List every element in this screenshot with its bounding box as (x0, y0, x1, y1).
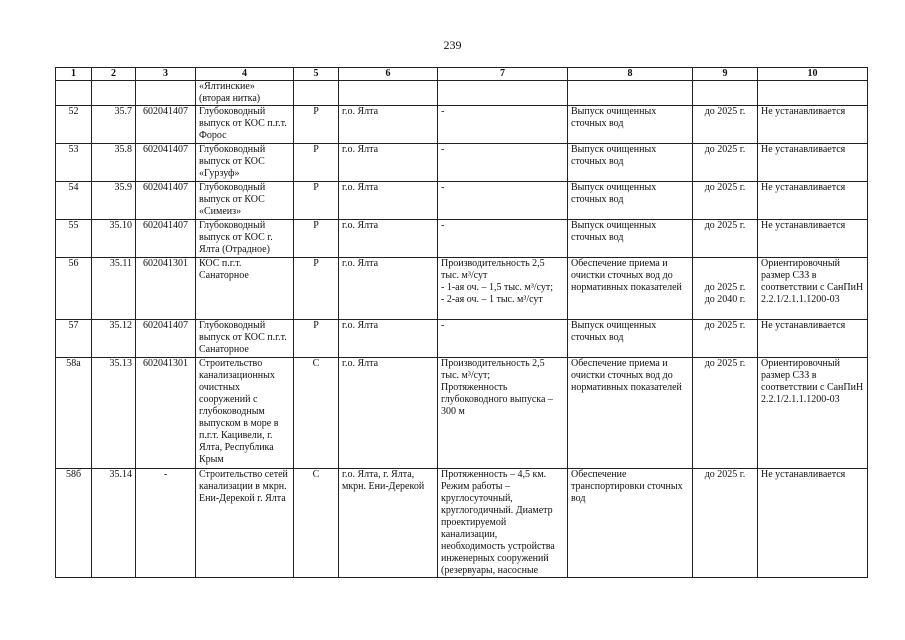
cell-name: КОС п.г.т. Санаторное (196, 258, 294, 320)
cell-purpose: Выпуск очищенных сточных вод (568, 320, 693, 358)
cell-params: - (438, 320, 568, 358)
cell-zone: Не устанавливается (758, 220, 868, 258)
cell-status: Р (294, 258, 339, 320)
cell-code (92, 81, 136, 106)
cell-params: Протяженность – 4,5 км. Режим работы – круглосуточный, круглогодичный. Диаметр проектируемой канализации, необходимость устройства инженерных сооружений (резервуары, насосные (438, 469, 568, 578)
cell-code: 35.11 (92, 258, 136, 320)
cell-purpose: Выпуск очищенных сточных вод (568, 106, 693, 144)
cell-term: до 2025 г. (693, 469, 758, 578)
col-header: 10 (758, 68, 868, 81)
table-row (56, 106, 868, 144)
cell-zone: Не устанавливается (758, 320, 868, 358)
cell-zone (758, 81, 868, 106)
cell-oktmo: 602041301 (136, 258, 196, 320)
cell-purpose: Выпуск очищенных сточных вод (568, 144, 693, 182)
col-header: 2 (92, 68, 136, 81)
cell-oktmo: 602041407 (136, 144, 196, 182)
cell-num: 58б (56, 469, 92, 578)
col-header: 4 (196, 68, 294, 81)
table-row (56, 358, 868, 469)
cell-params (438, 81, 568, 106)
cell-purpose: Выпуск очищенных сточных вод (568, 182, 693, 220)
cell-location: г.о. Ялта (339, 106, 438, 144)
cell-status: Р (294, 182, 339, 220)
col-header: 1 (56, 68, 92, 81)
cell-params: Производительность 2,5 тыс. м³/сут; Протяженность глубоководного выпуска – 300 м (438, 358, 568, 469)
cell-purpose: Обеспечение транспортировки сточных вод (568, 469, 693, 578)
cell-num: 56 (56, 258, 92, 320)
cell-purpose (568, 81, 693, 106)
cell-code: 35.9 (92, 182, 136, 220)
cell-status: С (294, 358, 339, 469)
cell-term: до 2025 г. (693, 358, 758, 469)
cell-code: 35.7 (92, 106, 136, 144)
term-second: до 2040 г. (704, 294, 746, 305)
cell-status (294, 81, 339, 106)
cell-oktmo (136, 81, 196, 106)
table-row (56, 320, 868, 358)
cell-code: 35.13 (92, 358, 136, 469)
cell-purpose: Выпуск очищенных сточных вод (568, 220, 693, 258)
cell-status: Р (294, 220, 339, 258)
cell-term (693, 81, 758, 106)
cell-code: 35.12 (92, 320, 136, 358)
cell-oktmo: 602041407 (136, 106, 196, 144)
cell-zone: Не устанавливается (758, 144, 868, 182)
cell-name: Глубоководный выпуск от КОС п.г.т. Форос (196, 106, 294, 144)
cell-zone: Не устанавливается (758, 469, 868, 578)
cell-params: - (438, 182, 568, 220)
cell-location: г.о. Ялта (339, 144, 438, 182)
term-first: до 2025 г. (704, 282, 746, 293)
cell-num: 53 (56, 144, 92, 182)
cell-num: 58а (56, 358, 92, 469)
page-number: 239 (443, 38, 462, 52)
cell-status: Р (294, 144, 339, 182)
cell-params: Производительность 2,5 тыс. м³/сут - 1-ая оч. – 1,5 тыс. м³/сут; - 2-ая оч. – 1 тыс. м³/сут (438, 258, 568, 320)
cell-location: г.о. Ялта (339, 320, 438, 358)
cell-oktmo: 602041301 (136, 358, 196, 469)
cell-name: Глубоководный выпуск от КОС «Гурзуф» (196, 144, 294, 182)
cell-name: «Ялтинские» (вторая нитка) (196, 81, 294, 106)
cell-code: 35.14 (92, 469, 136, 578)
cell-oktmo: 602041407 (136, 320, 196, 358)
cell-params: - (438, 144, 568, 182)
cell-num: 55 (56, 220, 92, 258)
col-header: 7 (438, 68, 568, 81)
cell-num: 54 (56, 182, 92, 220)
col-header: 8 (568, 68, 693, 81)
header-row (56, 68, 868, 81)
cell-num: 57 (56, 320, 92, 358)
cell-code: 35.10 (92, 220, 136, 258)
cell-term (693, 258, 758, 320)
table-row (56, 81, 868, 106)
table-row (56, 469, 868, 578)
cell-location (339, 81, 438, 106)
cell-term: до 2025 г. (693, 320, 758, 358)
table-row (56, 220, 868, 258)
cell-status: Р (294, 320, 339, 358)
cell-zone: Не устанавливается (758, 106, 868, 144)
cell-location: г.о. Ялта (339, 258, 438, 320)
cell-term: до 2025 г. (693, 182, 758, 220)
cell-params: - (438, 106, 568, 144)
cell-name: Глубоководный выпуск от КОС г. Ялта (Отрадное) (196, 220, 294, 258)
cell-location: г.о. Ялта (339, 358, 438, 469)
cell-name: Строительство канализационных очистных сооружений с глубоководным выпуском в море в п.г.т. Кацивели, г. Ялта, Республика Крым (196, 358, 294, 469)
table-row (56, 258, 868, 320)
cell-location: г.о. Ялта (339, 182, 438, 220)
cell-zone: Не устанавливается (758, 182, 868, 220)
cell-params: - (438, 220, 568, 258)
col-header: 6 (339, 68, 438, 81)
cell-name: Строительство сетей канализации в мкрн. Ени-Дерекой г. Ялта (196, 469, 294, 578)
table-row (56, 144, 868, 182)
cell-status: С (294, 469, 339, 578)
cell-num (56, 81, 92, 106)
cell-term: до 2025 г. (693, 220, 758, 258)
cell-location: г.о. Ялта, г. Ялта, мкрн. Ени-Дерекой (339, 469, 438, 578)
cell-term: до 2025 г. (693, 106, 758, 144)
cell-zone: Ориентировочный размер СЗЗ в соответствии с СанПиН 2.2.1/2.1.1.1200-03 (758, 258, 868, 320)
col-header: 9 (693, 68, 758, 81)
cell-location: г.о. Ялта (339, 220, 438, 258)
table-row (56, 182, 868, 220)
data-table (55, 67, 868, 578)
cell-name: Глубоководный выпуск от КОС п.г.т. Санаторное (196, 320, 294, 358)
cell-status: Р (294, 106, 339, 144)
cell-zone: Ориентировочный размер СЗЗ в соответствии с СанПиН 2.2.1/2.1.1.1200-03 (758, 358, 868, 469)
cell-purpose: Обеспечение приема и очистки сточных вод до нормативных показателей (568, 358, 693, 469)
col-header: 5 (294, 68, 339, 81)
cell-purpose: Обеспечение приема и очистки сточных вод до нормативных показателей (568, 258, 693, 320)
cell-code: 35.8 (92, 144, 136, 182)
cell-oktmo: - (136, 469, 196, 578)
cell-oktmo: 602041407 (136, 182, 196, 220)
cell-oktmo: 602041407 (136, 220, 196, 258)
cell-num: 52 (56, 106, 92, 144)
col-header: 3 (136, 68, 196, 81)
cell-term: до 2025 г. (693, 144, 758, 182)
cell-name: Глубоководный выпуск от КОС «Симеиз» (196, 182, 294, 220)
